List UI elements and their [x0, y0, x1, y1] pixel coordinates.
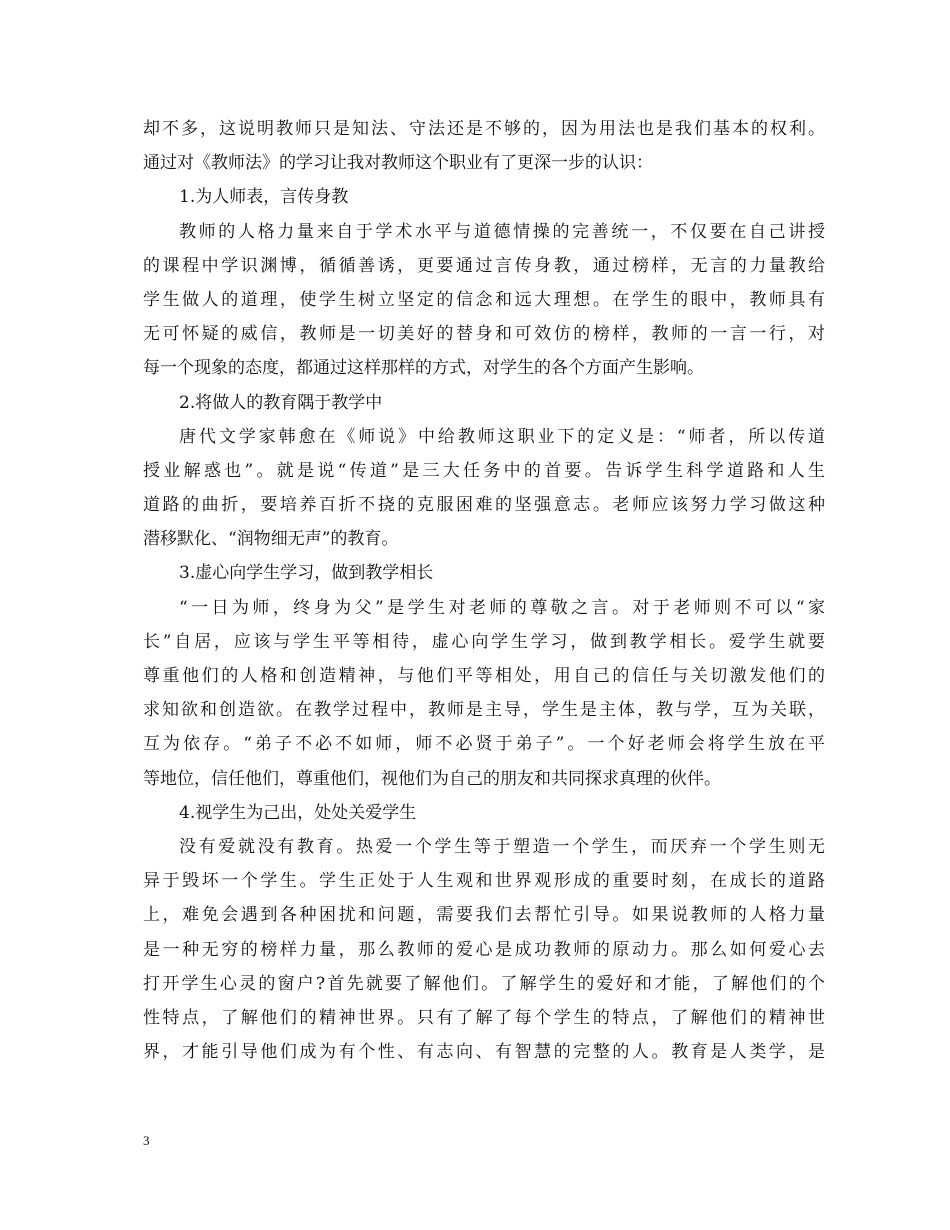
text-line: 等地位，信任他们，尊重他们，视他们为自己的朋友和共同探求真理的伙伴。	[143, 768, 721, 789]
text-line: 性特点，了解他们的精神世界。只有了解了每个学生的特点，了解他们的精神世	[143, 1007, 825, 1028]
text-line: 无可怀疑的威信，教师是一切美好的替身和可效仿的榜样，教师的一言一行，对	[143, 324, 825, 345]
text-line: 尊重他们的人格和创造精神，与他们平等相处，用自己的信任与关切激发他们的	[143, 666, 825, 686]
text-line: 通过对《教师法》的学习让我对教师这个职业有了更深一步的认识：	[143, 153, 653, 174]
body-text	[143, 112, 825, 1069]
text-line: 的课程中学识渊博，循循善诱，更要通过言传身教，通过榜样，无言的力量教给	[143, 255, 825, 276]
text-line: 是一种无穷的榜样力量，那么教师的爱心是成功教师的原动力。那么如何爱心去	[143, 939, 825, 960]
text-line: 互为依存。“弟子不必不如师，师不必贤于弟子”。一个好老师会将学生放在平	[143, 734, 825, 755]
text-line: 异于毁坏一个学生。学生正处于人生观和世界观形成的重要时刻，在成长的道路	[143, 871, 825, 892]
text-line: “一日为师，终身为父”是学生对老师的尊敬之言。对于老师则不可以“家	[179, 597, 825, 618]
text-line: 学生做人的道理，使学生树立坚定的信念和远大理想。在学生的眼中，教师具有	[143, 289, 825, 310]
section-heading: 1.为人师表，言传身教	[179, 187, 349, 208]
text-line: 授业解惑也”。就是说“传道”是三大任务中的首要。告诉学生科学道路和人生	[143, 460, 825, 481]
text-line: 上，难免会遇到各种困扰和问题，需要我们去帮忙引导。如果说教师的人格力量	[143, 905, 825, 926]
text-line: 求知欲和创造欲。在教学过程中，教师是主导，学生是主体，教与学，互为关联，	[143, 700, 825, 721]
section-heading: 4.视学生为己出，处处关爱学生	[179, 802, 417, 823]
text-line: 却不多，这说明教师只是知法、守法还是不够的，因为用法也是我们基本的权利。	[143, 119, 825, 139]
text-line: 每一个现象的态度，都通过这样那样的方式，对学生的各个方面产生影响。	[143, 358, 704, 379]
text-line: 打开学生心灵的窗户?首先就要了解他们。了解学生的爱好和才能，了解他们的个	[143, 973, 825, 994]
text-line: 潜移默化、“润物细无声”的教育。	[143, 529, 399, 550]
text-line: 教师的人格力量来自于学术水平与道德情操的完善统一，不仅要在自己讲授	[179, 221, 825, 242]
section-heading: 3.虚心向学生学习，做到教学相长	[179, 563, 434, 584]
text-line: 没有爱就没有教育。热爱一个学生等于塑造一个学生，而厌弃一个学生则无	[179, 836, 825, 857]
text-line: 道路的曲折，要培养百折不挠的克服困难的坚强意志。老师应该努力学习做这种	[143, 495, 825, 516]
text-line: 界，才能引导他们成为有个性、有志向、有智慧的完整的人。教育是人类学，是	[143, 1042, 825, 1063]
text-line: 唐代文学家韩愈在《师说》中给教师这职业下的定义是：“师者，所以传道	[179, 426, 825, 447]
text-line: 长”自居，应该与学生平等相待，虚心向学生学习，做到教学相长。爱学生就要	[143, 631, 825, 652]
page-number: 3	[143, 1133, 150, 1148]
section-heading: 2.将做人的教育隅于教学中	[179, 392, 383, 413]
